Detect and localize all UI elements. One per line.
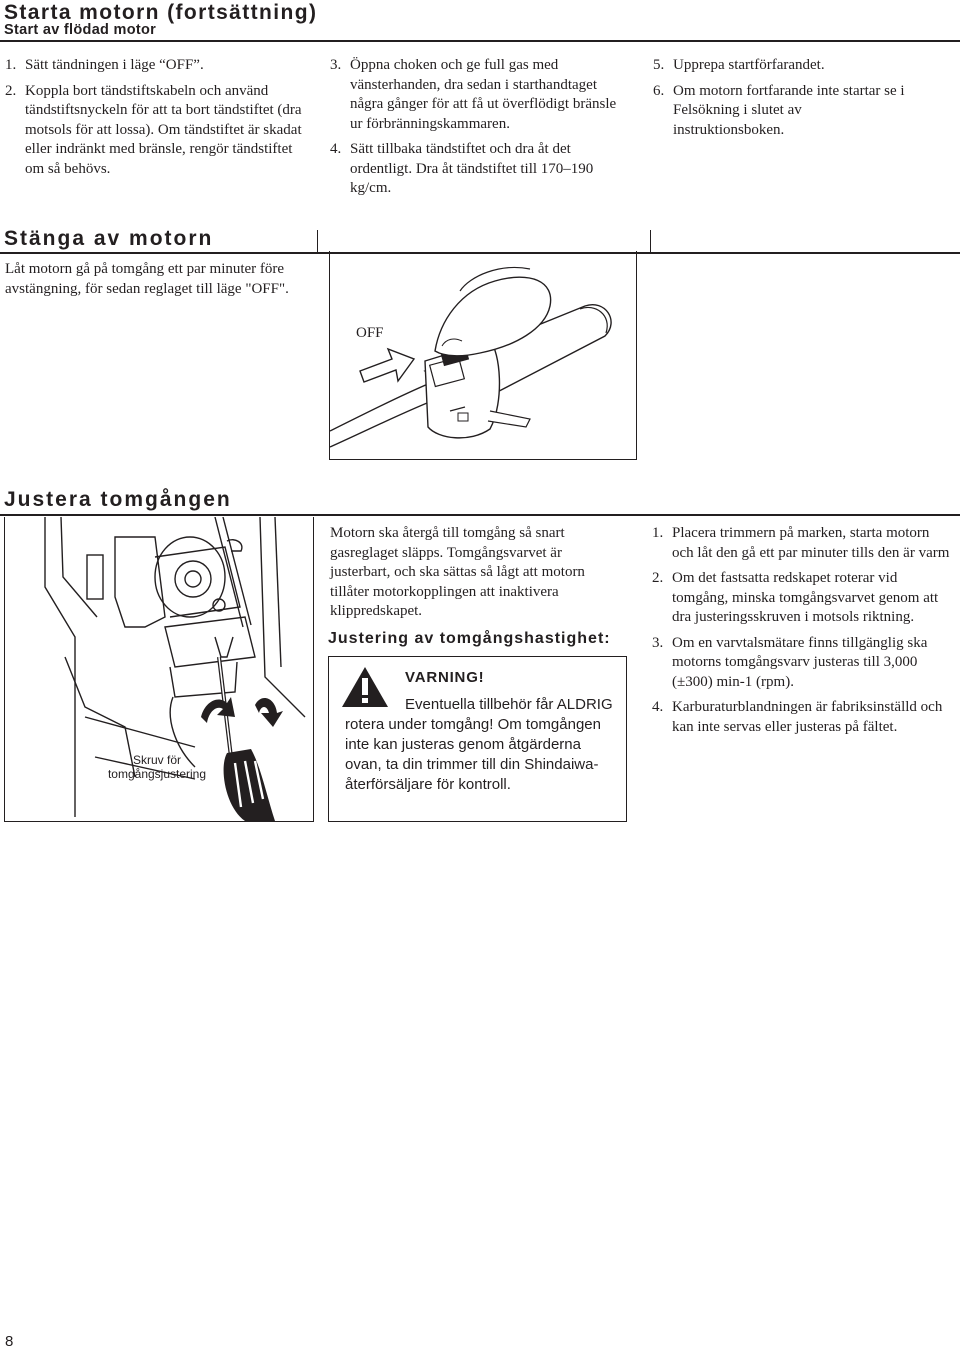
header-rule: [0, 40, 960, 42]
list-item: 4. Sätt tillbaka tändstiftet och dra åt det ordentligt. Dra åt tändstiftet till 170–190 kg/cm.: [330, 141, 594, 196]
list-item: 5. Upprepa startförfarandet.: [653, 57, 825, 73]
idle-subheading: Justering av tomgångshastighet:: [328, 630, 611, 647]
list-item: 6. Om motorn fortfarande inte startar se i Felsökning i slutet av instruktionsboken.: [653, 82, 905, 138]
idle-intro: Motorn ska återgå till tomgång så snart gasreglaget släpps. Tomgångsvarvet är justerbart, och ska sättas så lågt att motorn tillåter motorkopplingen att inaktivera klippredskapet.: [330, 525, 585, 619]
list-item: 2. Om det fastsatta redskapet roterar vid tomgång, minska tomgångsvarvet genom att dra justeringsskruven i motsols riktning.: [652, 570, 939, 625]
flooded-steps-col1: [5, 56, 305, 185]
off-switch-figure: [329, 251, 637, 460]
warning-box: [328, 656, 627, 822]
idle-rule: [0, 514, 960, 516]
list-item: 4. Karburaturblandningen är fabriksinställd och kan inte servas eller justeras på fältet.: [652, 699, 943, 735]
list-item: 1. Sätt tändningen i läge “OFF”.: [5, 57, 204, 73]
list-item: 3. Om en varvtalsmätare finns tillgänglig ska motorns tomgångsvarv justeras till 3,000 (±300) min-1 (rpm).: [652, 634, 928, 690]
stop-heading: Stänga av motorn: [4, 227, 214, 250]
stop-text: Låt motorn gå på tomgång ett par minuter före avstängning, för sedan reglaget till läge "OFF".: [5, 261, 289, 297]
page-subtitle: Start av flödad motor: [4, 22, 157, 38]
list-item: 2. Koppla bort tändstiftskabeln och använd tändstiftsnyckeln för att ta bort tändstiftet (dra motsols för att lossa). Om tändstiftet är skadat eller indränkt med bränsle, rengör tändstiftet om så behövs.: [5, 82, 302, 177]
list-item: 3. Öppna choken och ge full gas med vänsterhanden, dra sedan i starthandtaget några gånger för att få ut överflödigt bränsle ur förbränningskammaren.: [330, 57, 617, 132]
page-number: 8: [5, 1333, 14, 1350]
idle-heading: Justera tomgången: [4, 488, 232, 511]
idle-screw-figure: [4, 517, 314, 822]
off-switch-illustration: [330, 251, 636, 459]
page-title: Starta motorn (fortsättning): [4, 1, 318, 24]
off-label: OFF: [356, 325, 384, 341]
flooded-steps-col3: [653, 56, 913, 146]
idle-screw-label: Skruv för tomgångsjustering: [107, 753, 207, 781]
idle-steps: [652, 524, 952, 743]
list-item: 1. Placera trimmern på marken, starta motorn och låt den gå ett par minuter tills den är varm: [652, 525, 950, 561]
flooded-steps-col2: [330, 56, 630, 205]
warning-title: VARNING!: [405, 669, 485, 686]
warning-text: Eventuella tillbehör får ALDRIG rotera under tomgång! Om tomgången inte kan justeras genom åtgärderna ovan, ta din trimmer till din Shindaiwa-återförsäljare för kontroll.: [345, 696, 613, 793]
